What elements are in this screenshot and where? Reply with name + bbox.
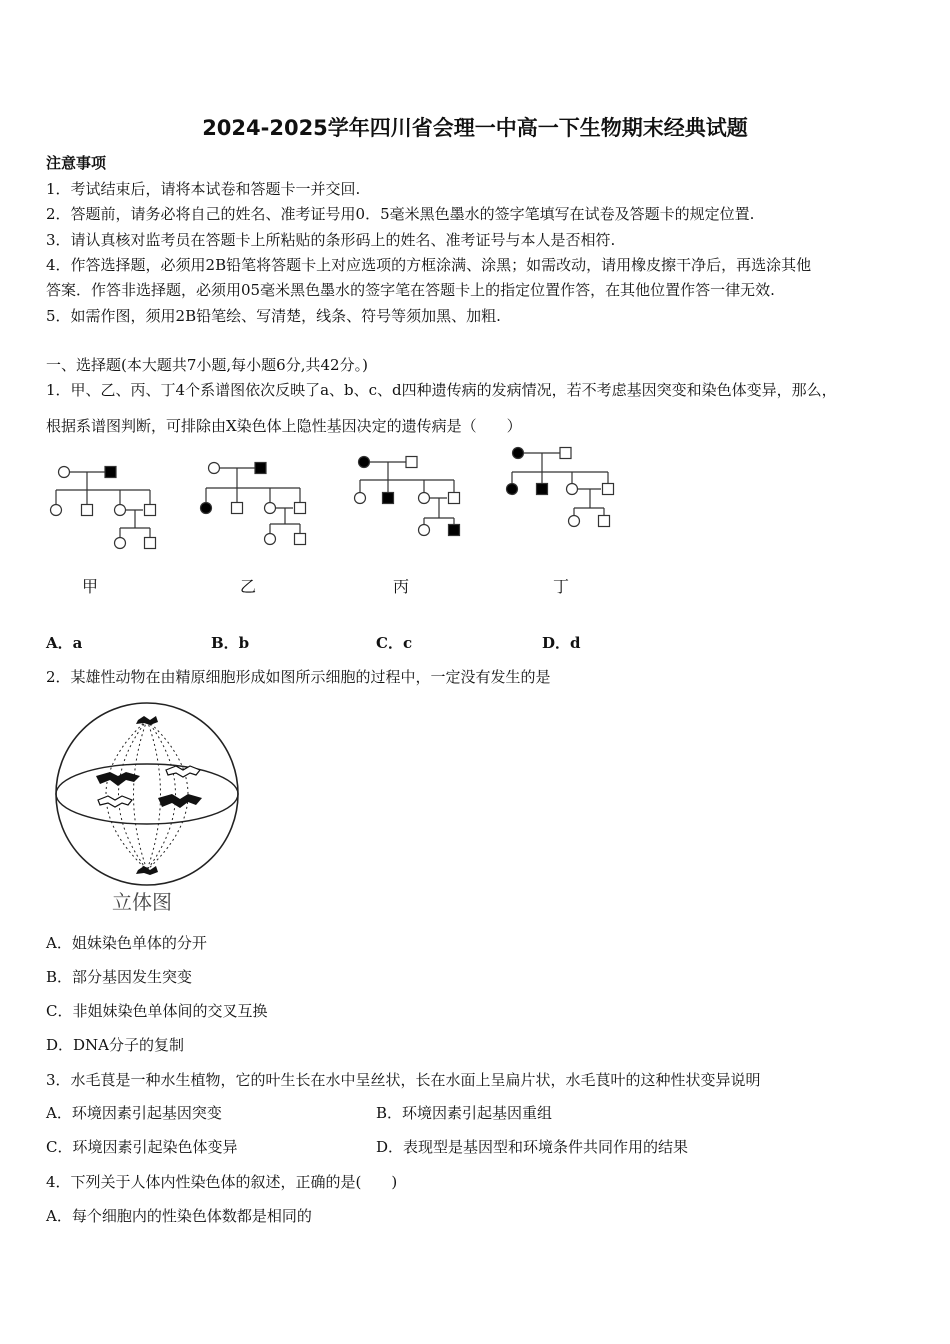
q1-option-d: D．d bbox=[542, 634, 581, 652]
pedigree-jia bbox=[51, 467, 156, 549]
note-3: 3．请认真核对监考员在答题卡上所粘贴的条形码上的姓名、准考证号与本人是否相符. bbox=[46, 231, 616, 249]
q2-option-b: B．部分基因发生突变 bbox=[46, 968, 193, 986]
pedigree-ding bbox=[507, 448, 614, 527]
pedigree-label-jia: 甲 bbox=[82, 577, 99, 596]
pedigree-bing bbox=[355, 457, 460, 536]
q1-stem-line2: 根据系谱图判断，可排除由X染色体上隐性基因决定的遗传病是（ ） bbox=[46, 417, 522, 435]
note-4: 4．作答选择题，必须用2B铅笔将答题卡上对应选项的方框涂满、涂黑；如需改动，请用橡皮擦干净后，再选涂其他 bbox=[46, 256, 812, 274]
q4-option-a: A．每个细胞内的性染色体数都是相同的 bbox=[46, 1207, 312, 1225]
q3-option-d: D．表现型是基因型和环境条件共同作用的结果 bbox=[376, 1138, 689, 1156]
note-4-cont: 答案．作答非选择题，必须用05毫米黑色墨水的签字笔在答题卡上的指定位置作答，在其他位置作答一律无效. bbox=[46, 281, 775, 299]
pedigree-label-yi: 乙 bbox=[240, 577, 257, 596]
notes-heading: 注意事项 bbox=[46, 154, 107, 172]
q3-option-a: A．环境因素引起基因突变 bbox=[46, 1104, 222, 1122]
q2-option-c: C．非姐妹染色单体间的交叉互换 bbox=[46, 1002, 268, 1020]
note-1: 1．考试结束后，请将本试卷和答题卡一并交回. bbox=[46, 180, 361, 198]
section-heading: 一、选择题(本大题共7小题,每小题6分,共42分。) bbox=[46, 356, 368, 374]
cell-figure bbox=[50, 700, 245, 890]
q3-option-c: C．环境因素引起染色体变异 bbox=[46, 1138, 238, 1156]
pedigree-yi bbox=[201, 463, 306, 545]
q1-option-c: C．c bbox=[376, 634, 413, 652]
pedigree-label-bing: 丙 bbox=[393, 577, 410, 596]
q2-option-d: D．DNA分子的复制 bbox=[46, 1036, 185, 1054]
q1-option-a: A．a bbox=[46, 634, 83, 652]
pedigree-figures bbox=[40, 440, 640, 610]
note-5: 5．如需作图，须用2B铅笔绘、写清楚，线条、符号等须加黑、加粗. bbox=[46, 307, 501, 325]
page-title: 2024-2025学年四川省会理一中高一下生物期末经典试题 bbox=[202, 116, 748, 140]
q3-stem: 3．水毛茛是一种水生植物，它的叶生长在水中呈丝状，长在水面上呈扁片状，水毛茛叶的这种性状变异说明 bbox=[46, 1071, 761, 1089]
note-2: 2．答题前，请务必将自己的姓名、准考证号用0．5毫米黑色墨水的签字笔填写在试卷及答题卡的规定位置. bbox=[46, 205, 755, 223]
q1-option-b: B．b bbox=[211, 634, 250, 652]
figure-caption: 立体图 bbox=[112, 890, 172, 914]
q2-stem: 2．某雄性动物在由精原细胞形成如图所示细胞的过程中，一定没有发生的是 bbox=[46, 668, 551, 686]
q3-option-b: B．环境因素引起基因重组 bbox=[376, 1104, 553, 1122]
q2-option-a: A．姐妹染色单体的分开 bbox=[46, 934, 207, 952]
pedigree-label-ding: 丁 bbox=[553, 577, 570, 596]
q4-stem: 4．下列关于人体内性染色体的叙述，正确的是( ) bbox=[46, 1173, 398, 1191]
q1-stem-line1: 1．甲、乙、丙、丁4个系谱图依次反映了a、b、c、d四种遗传病的发病情况，若不考虑基因突变和染色体变异，那么， bbox=[46, 381, 837, 399]
